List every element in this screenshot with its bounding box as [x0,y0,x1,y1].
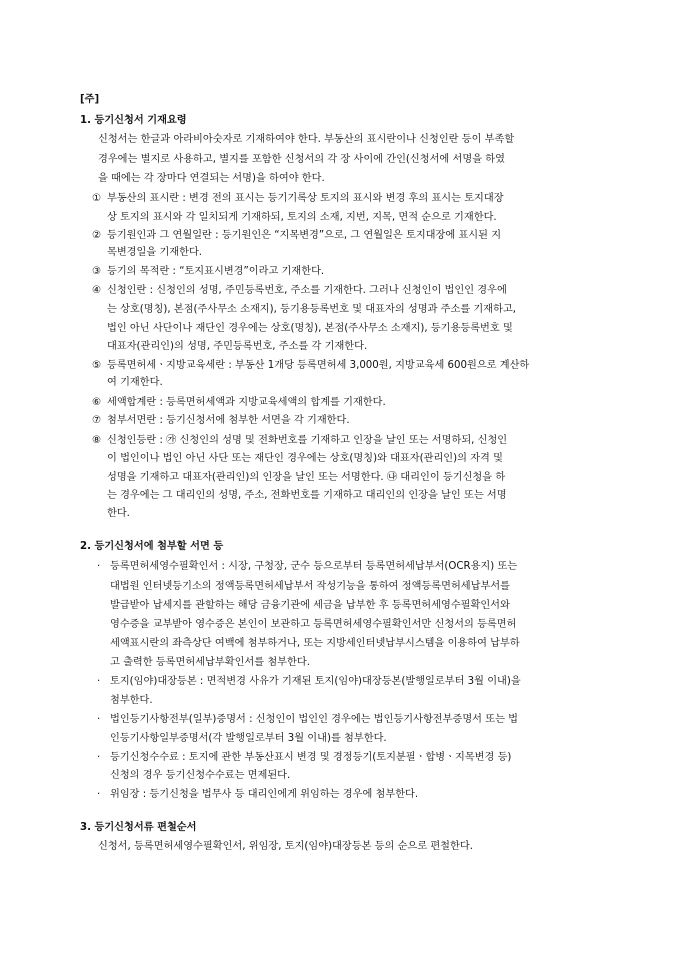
section-2-title: 2. 등기신청서에 첨부할 서면 등 [80,541,224,552]
section-1-intro-line: 신청서는 한글과 아라비아숫자로 기재하여야 한다. 부동산의 표시란이나 신청인란 등이 부족할 [98,134,515,145]
item-8-line: 신청인등란 : ㉮ 신청인의 성명 및 전화번호를 기재하고 인장을 날인 또는 서명하되, 신청인 [107,435,508,446]
attachment-1-line: 대법원 인터넷등기소의 정액등록면허세납부서 작성기능을 통하여 정액등록면허세납부서를 [110,581,510,592]
attachment-1-line: 고 출력한 등록면허세납부확인서를 첨부한다. [110,657,310,668]
item-2-line: 등기원인과 그 연월일란 : 등기원인은 “지목변경”으로, 그 연월일은 토지대장에 표시된 지 [107,230,502,241]
section-1-intro-line: 경우에는 별지로 사용하고, 별지를 포함한 신청서의 각 장 사이에 간인(신청서에 서명을 하였 [98,154,505,165]
item-7-number: ⑦ [92,415,102,426]
attachment-3-line: 법인등기사항전부(일부)증명서 : 신청인이 법인인 경우에는 법인등기사항전부증명서 또는 법 [110,714,519,725]
item-8-line: 한다. [107,508,130,519]
item-3-number: ③ [92,266,102,277]
note-heading: [주] [80,94,100,105]
bullet: · [97,714,101,725]
attachment-3-line: 인등기사항일부증명서(각 발행일로부터 3월 이내)를 첨부한다. [110,733,387,744]
bullet: · [97,789,101,800]
item-8-line: 는 경우에는 그 대리인의 성명, 주소, 전화번호를 기재하고 대리인의 인장을 날인 또는 서명 [107,490,507,501]
section-1-title: 1. 등기신청서 기재요령 [80,115,187,126]
item-5-line: 등록면허세ㆍ지방교육세란 : 부동산 1개당 등록면허세 3,000원, 지방교육세 600원으로 계산하 [107,360,530,371]
item-4-line: 는 상호(명칭), 본점(주사무소 소재지), 등기용등록번호 및 대표자의 성명과 주소를 기재하고, [107,304,517,315]
attachment-1-line: 영수증을 교부받아 영수증은 본인이 보관하고 등록면허세영수필확인서만 신청서의 등록면허 [110,619,517,630]
item-6-line: 세액합계란 : 등록면허세액과 지방교육세액의 합계를 기재한다. [107,397,386,408]
item-7-line: 첨부서면란 : 등기신청서에 첨부한 서면을 각 기재한다. [107,415,350,426]
item-5-line: 여 기재한다. [107,377,163,388]
attachment-1-line: 등록면허세영수필확인서 : 시장, 구청장, 군수 등으로부터 등록면허세납부서(OCR용지) 또는 [110,561,518,572]
item-1-line: 부동산의 표시란 : 변경 전의 표시는 등기기록상 토지의 표시와 변경 후의 표시는 토지대장 [107,193,504,204]
item-8-line: 성명을 기재하고 대표자(관리인)의 인장을 날인 또는 서명한다. ㉯ 대리인이 등기신청을 하 [107,472,506,483]
item-2-number: ② [92,230,102,241]
item-8-number: ⑧ [92,435,102,446]
item-2-line: 목변경일을 기재한다. [107,247,203,258]
item-4-line: 법인 아닌 사단이나 재단인 경우에는 상호(명칭), 본점(주사무소 소재지), 등기용등록번호 및 [107,323,513,334]
item-6-number: ⑥ [92,397,102,408]
attachment-2-line: 토지(임야)대장등본 : 면적변경 사유가 기재된 토지(임야)대장등본(발행일로부터 3월 이내)을 [110,676,521,687]
attachment-2-line: 첨부한다. [110,695,153,706]
section-1-intro-line: 을 때에는 각 장마다 연결되는 서명)을 하여야 한다. [98,173,325,184]
attachment-4-line: 신청의 경우 등기신청수수료는 면제된다. [110,770,291,781]
bullet: · [97,561,101,572]
attachment-4-line: 등기신청수수료 : 토지에 관한 부동산표시 변경 및 경정등기(토지분필ㆍ합병ㆍ지목변경 등) [110,752,512,763]
section-3-title: 3. 등기신청서류 편철순서 [80,822,197,833]
attachment-1-line: 세액표시란의 좌측상단 여백에 첨부하거나, 또는 지방세인터넷납부시스템을 이용하여 납부하 [110,638,520,649]
item-1-line: 상 토지의 표시와 각 일치되게 기재하되, 토지의 소재, 지번, 지목, 면적 순으로 기재한다. [107,212,497,223]
bullet: · [97,676,101,687]
item-1-number: ① [92,193,102,204]
item-8-line: 이 법인이나 법인 아닌 사단 또는 재단인 경우에는 상호(명칭)와 대표자(관리인)의 자격 및 [107,453,503,464]
item-3-line: 등기의 목적란 : “토지표시변경”이라고 기재한다. [107,266,325,277]
item-4-line: 신청인란 : 신청인의 성명, 주민등록번호, 주소를 기재한다. 그러나 신청인이 법인인 경우에 [107,285,507,296]
attachment-1-line: 발급받아 납세지를 관할하는 해당 금융기관에 세금을 납부한 후 등록면허세영수필확인서와 [110,600,510,611]
attachment-5-line: 위임장 : 등기신청을 법무사 등 대리인에게 위임하는 경우에 첨부한다. [110,789,419,800]
bullet: · [97,752,101,763]
item-4-line: 대표자(관리인)의 성명, 주민등록번호, 주소를 각 기재한다. [107,341,368,352]
section-3-body: 신청서, 등록면허세영수필확인서, 위임장, 토지(임야)대장등본 등의 순으로 편철한다. [98,841,473,852]
item-4-number: ④ [92,285,102,296]
item-5-number: ⑤ [92,360,102,371]
